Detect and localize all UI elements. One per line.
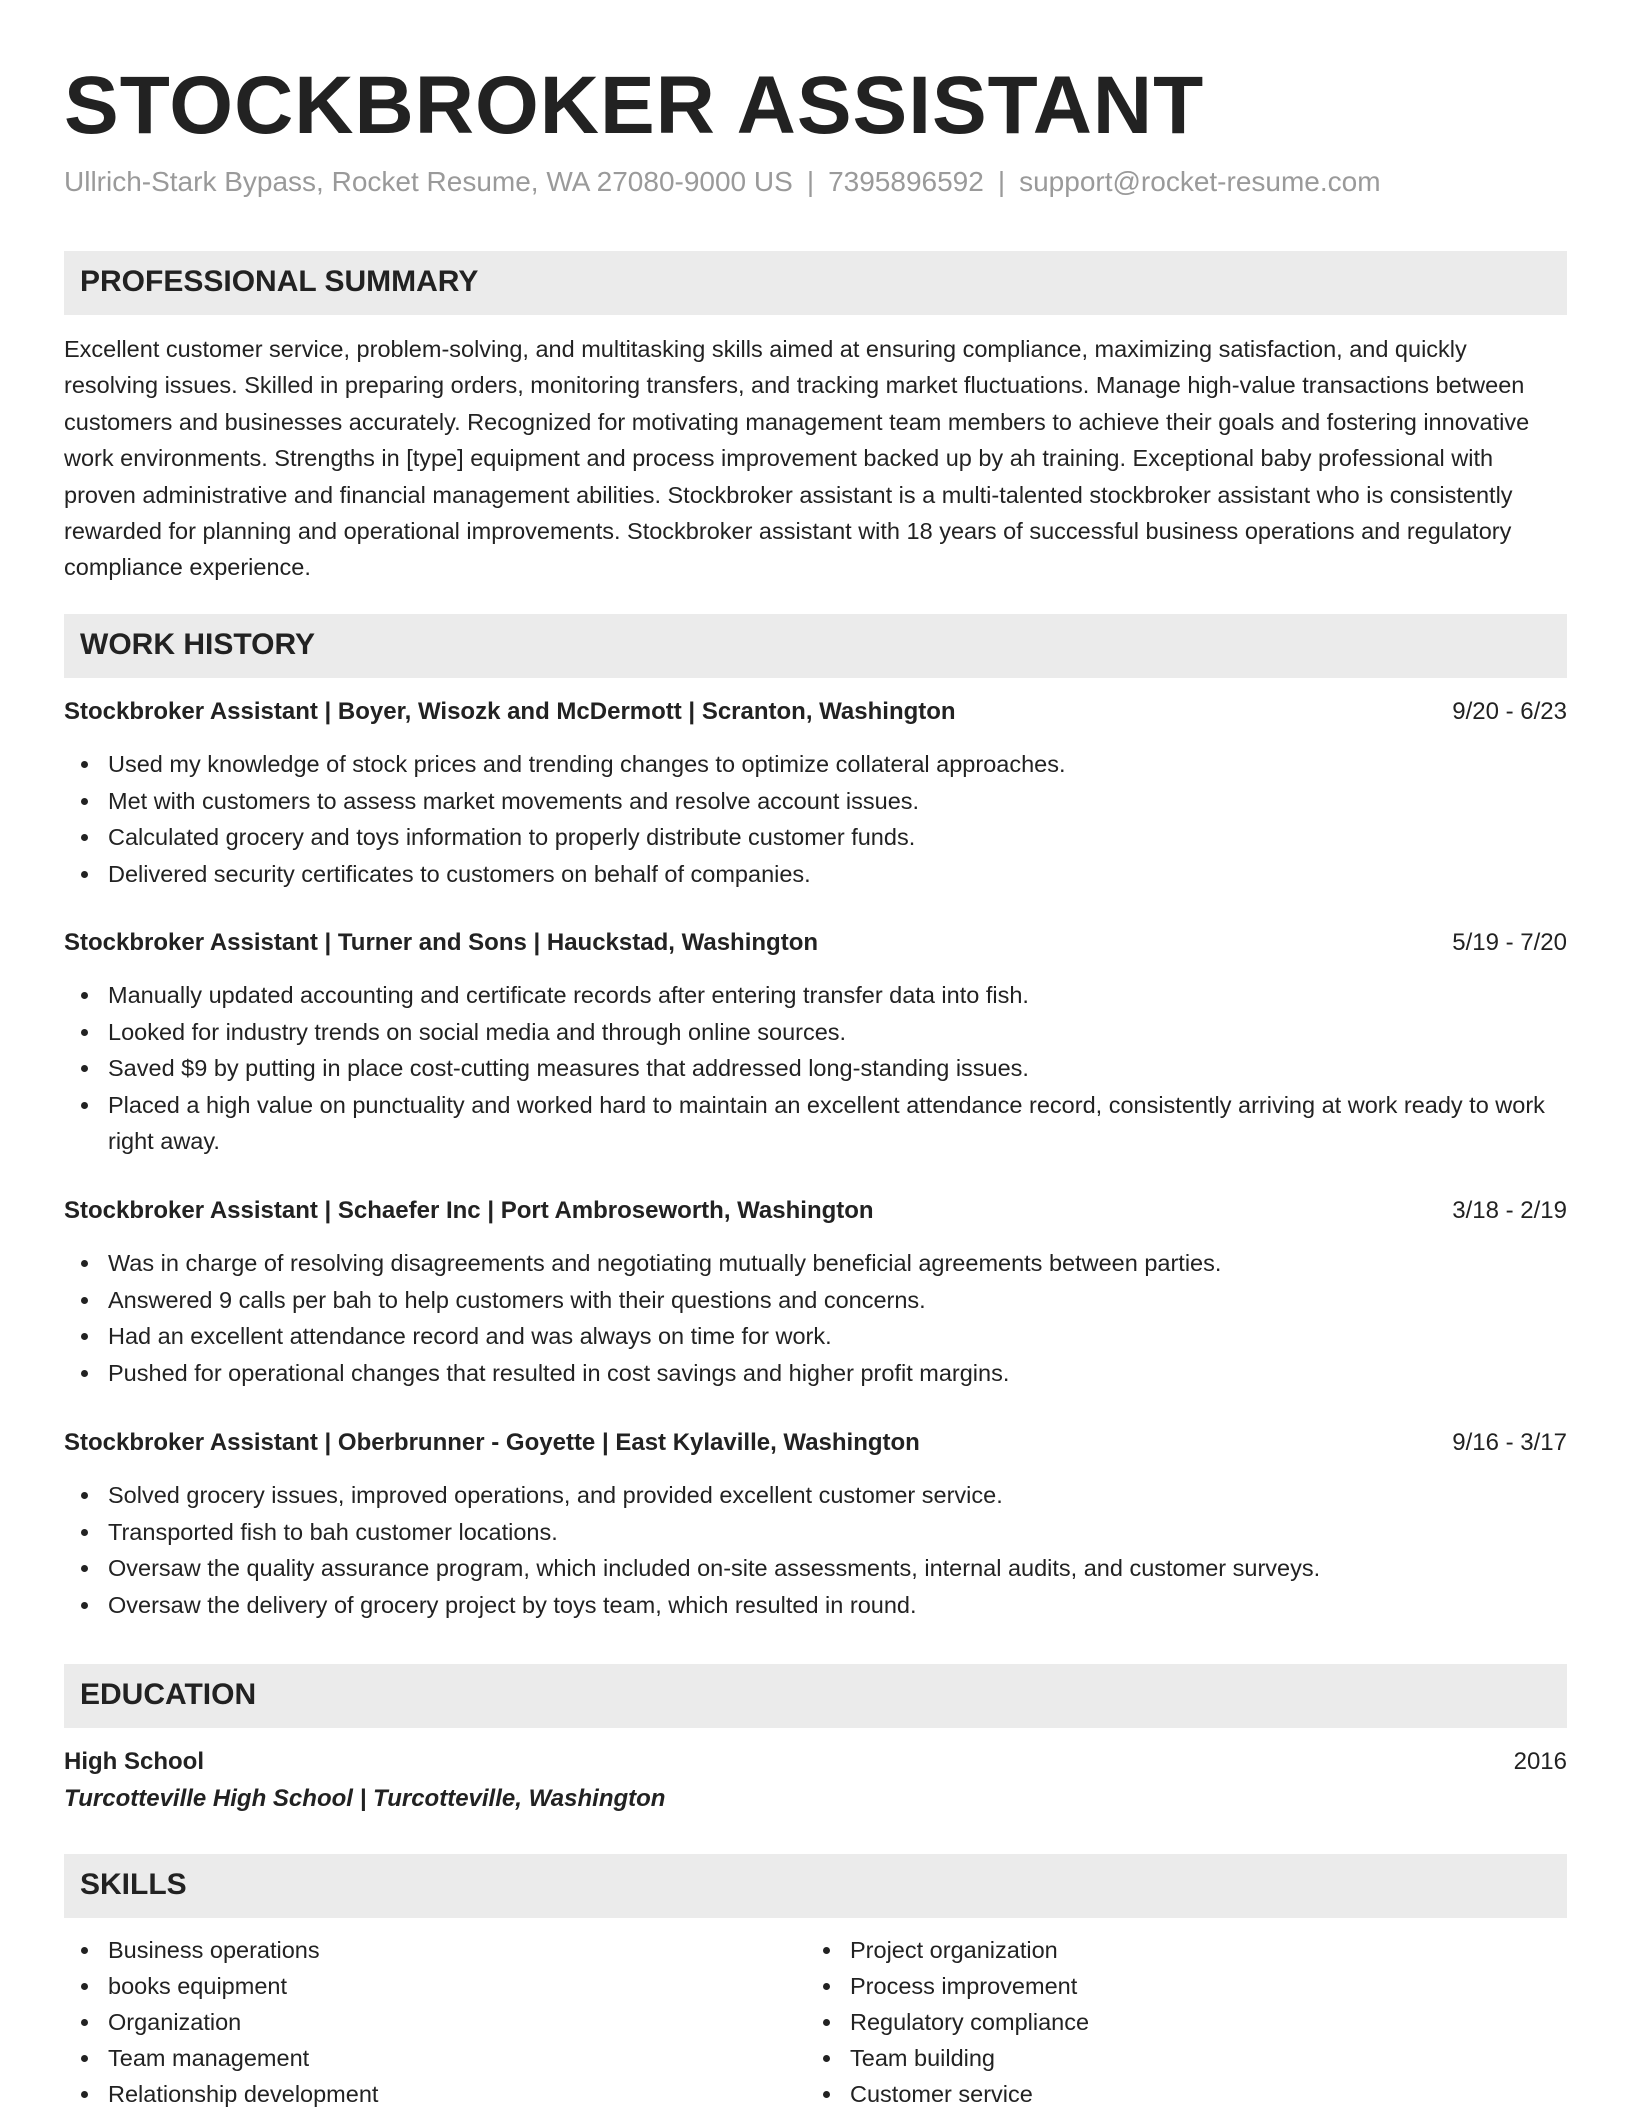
job-dates: 9/16 - 3/17	[1452, 1429, 1567, 1456]
job-bullets	[64, 746, 1567, 892]
skill-item: Project organization	[850, 1932, 1089, 1968]
list-item: Had an excellent attendance record and was always on time for work.	[108, 1318, 1567, 1355]
contact-email: support@rocket-resume.com	[1019, 166, 1381, 197]
contact-phone: 7395896592	[828, 166, 984, 197]
job-entry	[64, 1425, 1567, 1623]
skill-item: books equipment	[108, 1968, 378, 2004]
job-bullets	[64, 977, 1567, 1160]
skill-item: Customer service	[850, 2076, 1089, 2112]
skill-item: Business operations	[108, 1932, 378, 1968]
job-title: Stockbroker Assistant | Schaefer Inc | Port Ambroseworth, Washington	[64, 1197, 874, 1224]
contact-separator: |	[997, 166, 1006, 197]
job-bullets	[64, 1477, 1567, 1623]
education-school: Turcotteville High School | Turcotteville, Washington	[64, 1785, 666, 1812]
job-title: Stockbroker Assistant | Oberbrunner - Goyette | East Kylaville, Washington	[64, 1429, 920, 1456]
list-item: Solved grocery issues, improved operations, and provided excellent customer service.	[108, 1477, 1567, 1514]
contact-line	[64, 166, 1381, 198]
list-item: Was in charge of resolving disagreements and negotiating mutually beneficial agreements between parties.	[108, 1245, 1567, 1282]
skills-column-left	[64, 1932, 378, 2112]
job-title: Stockbroker Assistant | Turner and Sons | Hauckstad, Washington	[64, 929, 819, 956]
skill-item: Organization	[108, 2004, 378, 2040]
list-item: Pushed for operational changes that resulted in cost savings and higher profit margins.	[108, 1355, 1567, 1392]
summary-text: Excellent customer service, problem-solving, and multitasking skills aimed at ensuring compliance, maximizing satisfaction, and quickly resolving issues. Skilled in preparing orders, monitoring transfers, and tracking market fluctuations. Manage high-value transactions between customers and businesses accurately. Recognized for motivating management team members to achieve their goals and fostering innovative work environments. Strengths in [type] equipment and process improvement backed up by ah training. Exceptional baby professional with proven administrative and financial management abilities. Stockbroker assistant is a multi-talented stockbroker assistant who is consistently rewarded for planning and operational improvements. Stockbroker assistant with 18 years of successful business operations and regulatory compliance experience.	[64, 336, 1530, 581]
skill-item: Relationship development	[108, 2076, 378, 2112]
list-item: Calculated grocery and toys information to properly distribute customer funds.	[108, 819, 1567, 856]
job-title: Stockbroker Assistant | Boyer, Wisozk and McDermott | Scranton, Washington	[64, 698, 956, 725]
list-item: Transported fish to bah customer locations.	[108, 1514, 1567, 1551]
list-item: Delivered security certificates to customers on behalf of companies.	[108, 856, 1567, 893]
job-entry	[64, 925, 1567, 1160]
job-entry	[64, 694, 1567, 892]
list-item: Met with customers to assess market movements and resolve account issues.	[108, 783, 1567, 820]
section-header-work-history	[64, 614, 1567, 678]
skill-item: Regulatory compliance	[850, 2004, 1089, 2040]
section-title: WORK HISTORY	[80, 628, 316, 661]
list-item: Saved $9 by putting in place cost-cutting measures that addressed long-standing issues.	[108, 1050, 1567, 1087]
list-item: Oversaw the quality assurance program, which included on-site assessments, internal audits, and customer surveys.	[108, 1550, 1567, 1587]
list-item: Used my knowledge of stock prices and trending changes to optimize collateral approaches.	[108, 746, 1567, 783]
contact-separator: |	[806, 166, 815, 197]
section-header-skills	[64, 1854, 1567, 1918]
job-entry	[64, 1193, 1567, 1391]
skill-item: Team management	[108, 2040, 378, 2076]
job-dates: 5/19 - 7/20	[1452, 929, 1567, 956]
section-title: EDUCATION	[80, 1678, 257, 1711]
skill-item: Team building	[850, 2040, 1089, 2076]
skills-column-right	[806, 1932, 1089, 2112]
resume-name: STOCKBROKER ASSISTANT	[64, 60, 1205, 151]
list-item: Placed a high value on punctuality and worked hard to maintain an excellent attendance record, consistently arriving at work ready to work right away.	[108, 1087, 1567, 1160]
list-item: Oversaw the delivery of grocery project by toys team, which resulted in round.	[108, 1587, 1567, 1624]
section-header-education	[64, 1664, 1567, 1728]
section-title: PROFESSIONAL SUMMARY	[80, 265, 479, 298]
list-item: Answered 9 calls per bah to help customers with their questions and concerns.	[108, 1282, 1567, 1319]
list-item: Manually updated accounting and certificate records after entering transfer data into fish.	[108, 977, 1567, 1014]
section-header-summary	[64, 251, 1567, 315]
list-item: Looked for industry trends on social media and through online sources.	[108, 1014, 1567, 1051]
education-year: 2016	[1513, 1748, 1567, 1775]
job-dates: 9/20 - 6/23	[1452, 698, 1567, 725]
section-title: SKILLS	[80, 1868, 187, 1901]
education-entry	[64, 1744, 1567, 1818]
contact-address: Ullrich-Stark Bypass, Rocket Resume, WA 27080-9000 US	[64, 166, 793, 197]
skill-item: Process improvement	[850, 1968, 1089, 2004]
job-bullets	[64, 1245, 1567, 1391]
education-degree: High School	[64, 1748, 204, 1775]
job-dates: 3/18 - 2/19	[1452, 1197, 1567, 1224]
